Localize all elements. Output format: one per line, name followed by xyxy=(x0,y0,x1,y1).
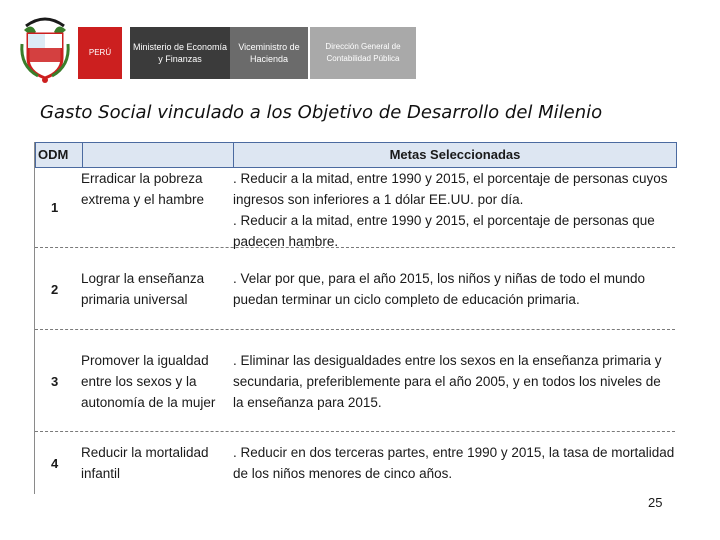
row-goal: Promover la igualdad entre los sexos y la autonomía de la mujer xyxy=(81,353,216,410)
ministry-label: Ministerio de Economía y Finanzas xyxy=(130,27,230,79)
table-header xyxy=(35,142,677,168)
table-row xyxy=(35,248,675,330)
row-meta xyxy=(233,442,675,484)
header-metas: Metas Seleccionadas xyxy=(389,147,521,162)
peru-coat-of-arms-icon xyxy=(18,14,72,84)
table-row xyxy=(35,330,675,432)
meta-item: . Eliminar las desigualdades entre los sexos en la enseñanza primaria y secundaria, preferiblemente para el año 2005, y en todos los niveles de la enseñanza para 2015. xyxy=(233,353,662,410)
row-goal: Lograr la enseñanza primaria universal xyxy=(81,271,205,307)
row-number: 3 xyxy=(51,374,59,389)
peru-label: PERÚ xyxy=(78,27,122,79)
row-number: 2 xyxy=(51,282,59,297)
table-row xyxy=(35,432,675,494)
meta-item: . Reducir en dos terceras partes, entre 1990 y 2015, la tasa de mortalidad de los niños menores de cinco años. xyxy=(233,445,675,481)
row-meta xyxy=(233,168,675,252)
row-goal: Erradicar la pobreza extrema y el hambre xyxy=(81,171,205,207)
meta-item: . Reducir a la mitad, entre 1990 y 2015, el porcentaje de personas cuyos ingresos son inferiores a 1 dólar EE.UU. por día. xyxy=(233,171,668,207)
header-bar xyxy=(0,0,720,92)
direction-label: Dirección General de Contabilidad Pública xyxy=(310,27,416,79)
row-meta xyxy=(233,350,675,413)
meta-item: . Reducir a la mitad, entre 1990 y 2015, el porcentaje de personas que padecen hambre. xyxy=(233,213,655,249)
meta-item: . Velar por que, para el año 2015, los niños y niñas de todo el mundo puedan terminar un ciclo completo de educación primaria. xyxy=(233,271,646,307)
table-row xyxy=(35,166,675,248)
row-meta xyxy=(233,268,675,310)
header-goal xyxy=(83,143,234,167)
viceministry-label: Viceministro de Hacienda xyxy=(230,27,308,79)
page-title: Gasto Social vinculado a los Objetivo de Desarrollo del Milenio xyxy=(40,102,603,123)
header-odm: ODM xyxy=(36,143,83,167)
row-number: 1 xyxy=(51,200,59,215)
row-number: 4 xyxy=(51,456,59,471)
odm-table xyxy=(34,142,677,494)
row-goal: Reducir la mortalidad infantil xyxy=(81,445,209,481)
page-number: 25 xyxy=(648,495,663,510)
